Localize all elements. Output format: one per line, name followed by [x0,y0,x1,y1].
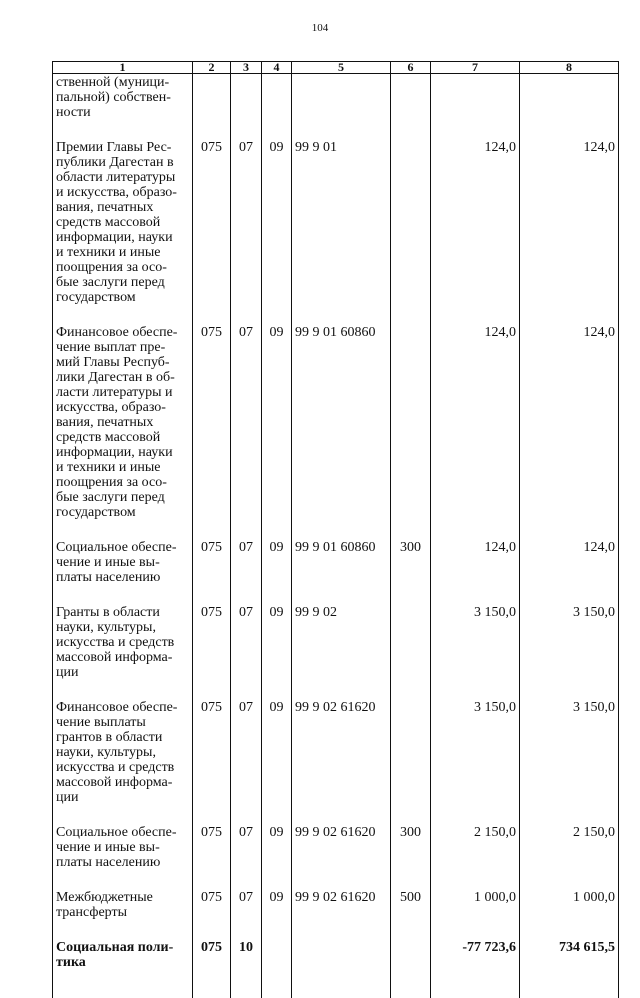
header-col-1: 1 [53,62,193,74]
header-col-3: 3 [231,62,262,74]
admin-code-cell: 075 [193,680,231,805]
table-row [53,120,619,305]
table-row [53,920,619,970]
expense-type-cell [391,585,431,680]
amount-col7-cell: 3 150,0 [431,585,520,680]
row-name-cell: Социальная поли- тика [53,920,193,970]
expense-type-cell [391,305,431,520]
amount-col7-cell: -77 723,6 [431,920,520,970]
spacer-cell [193,970,231,998]
row-name-cell: ственной (муници- пальной) собствен- ности [53,74,193,121]
admin-code-cell: 075 [193,305,231,520]
admin-code-cell [193,74,231,121]
target-article-cell [292,74,391,121]
subsection-code-cell [262,74,292,121]
spacer-cell [231,970,262,998]
expense-type-cell: 300 [391,520,431,585]
expense-type-cell [391,120,431,305]
column-number-header-row [53,62,619,74]
page-number: 104 [0,22,640,34]
spacer-cell [431,970,520,998]
table-row [53,805,619,870]
target-article-cell: 99 9 02 [292,585,391,680]
amount-col8-cell: 124,0 [520,520,619,585]
table-row [53,680,619,805]
subsection-code-cell: 09 [262,805,292,870]
budget-table [52,61,619,998]
section-code-cell: 07 [231,585,262,680]
row-name-cell: Премии Главы Рес- публики Дагестан в области литературы и искусства, образо- вания, печатных средств массовой информации, науки и техники и иные поощрения за осо- бые заслуги перед государством [53,120,193,305]
amount-col8-cell: 124,0 [520,305,619,520]
target-article-cell: 99 9 01 60860 [292,305,391,520]
amount-col7-cell: 2 150,0 [431,805,520,870]
expense-type-cell: 500 [391,870,431,920]
spacer-cell [391,970,431,998]
table-row [53,520,619,585]
spacer-cell [262,970,292,998]
spacer-cell [292,970,391,998]
header-col-2: 2 [193,62,231,74]
spacer-cell [53,970,193,998]
table-row [53,305,619,520]
admin-code-cell: 075 [193,120,231,305]
table-tail-spacer [53,970,619,998]
amount-col7-cell [431,74,520,121]
expense-type-cell: 300 [391,805,431,870]
amount-col8-cell [520,74,619,121]
subsection-code-cell: 09 [262,870,292,920]
section-code-cell: 07 [231,805,262,870]
header-col-6: 6 [391,62,431,74]
admin-code-cell: 075 [193,920,231,970]
subsection-code-cell: 09 [262,680,292,805]
subsection-code-cell: 09 [262,305,292,520]
section-code-cell: 10 [231,920,262,970]
table-row [53,585,619,680]
amount-col7-cell: 124,0 [431,120,520,305]
amount-col7-cell: 124,0 [431,520,520,585]
section-code-cell [231,74,262,121]
row-name-cell: Финансовое обеспе- чение выплаты грантов в области науки, культуры, искусства и средств массовой информа- ции [53,680,193,805]
target-article-cell [292,920,391,970]
admin-code-cell: 075 [193,520,231,585]
spacer-cell [520,970,619,998]
section-code-cell: 07 [231,120,262,305]
expense-type-cell [391,74,431,121]
table-row [53,870,619,920]
admin-code-cell: 075 [193,870,231,920]
section-code-cell: 07 [231,305,262,520]
amount-col7-cell: 124,0 [431,305,520,520]
subsection-code-cell: 09 [262,585,292,680]
row-name-cell: Гранты в области науки, культуры, искусства и средств массовой информа- ции [53,585,193,680]
header-col-8: 8 [520,62,619,74]
amount-col8-cell: 3 150,0 [520,680,619,805]
amount-col7-cell: 3 150,0 [431,680,520,805]
row-name-cell: Социальное обеспе- чение и иные вы- платы населению [53,520,193,585]
subsection-code-cell: 09 [262,520,292,585]
header-col-7: 7 [431,62,520,74]
amount-col7-cell: 1 000,0 [431,870,520,920]
subsection-code-cell [262,920,292,970]
section-code-cell: 07 [231,680,262,805]
expense-type-cell [391,680,431,805]
target-article-cell: 99 9 01 60860 [292,520,391,585]
target-article-cell: 99 9 02 61620 [292,870,391,920]
section-code-cell: 07 [231,870,262,920]
subsection-code-cell: 09 [262,120,292,305]
expense-type-cell [391,920,431,970]
header-col-4: 4 [262,62,292,74]
admin-code-cell: 075 [193,805,231,870]
amount-col8-cell: 734 615,5 [520,920,619,970]
admin-code-cell: 075 [193,585,231,680]
amount-col8-cell: 1 000,0 [520,870,619,920]
target-article-cell: 99 9 01 [292,120,391,305]
table-row [53,74,619,121]
amount-col8-cell: 3 150,0 [520,585,619,680]
amount-col8-cell: 124,0 [520,120,619,305]
row-name-cell: Межбюджетные трансферты [53,870,193,920]
target-article-cell: 99 9 02 61620 [292,805,391,870]
table-body [53,74,619,998]
row-name-cell: Финансовое обеспе- чение выплат пре- мий Главы Респуб- лики Дагестан в об- ласти литературы и искусства, образо- вания, печатных средств массовой информации, науки и техники и иные поощрения за осо- бые заслуги перед государством [53,305,193,520]
target-article-cell: 99 9 02 61620 [292,680,391,805]
row-name-cell: Социальное обеспе- чение и иные вы- платы населению [53,805,193,870]
section-code-cell: 07 [231,520,262,585]
header-col-5: 5 [292,62,391,74]
amount-col8-cell: 2 150,0 [520,805,619,870]
